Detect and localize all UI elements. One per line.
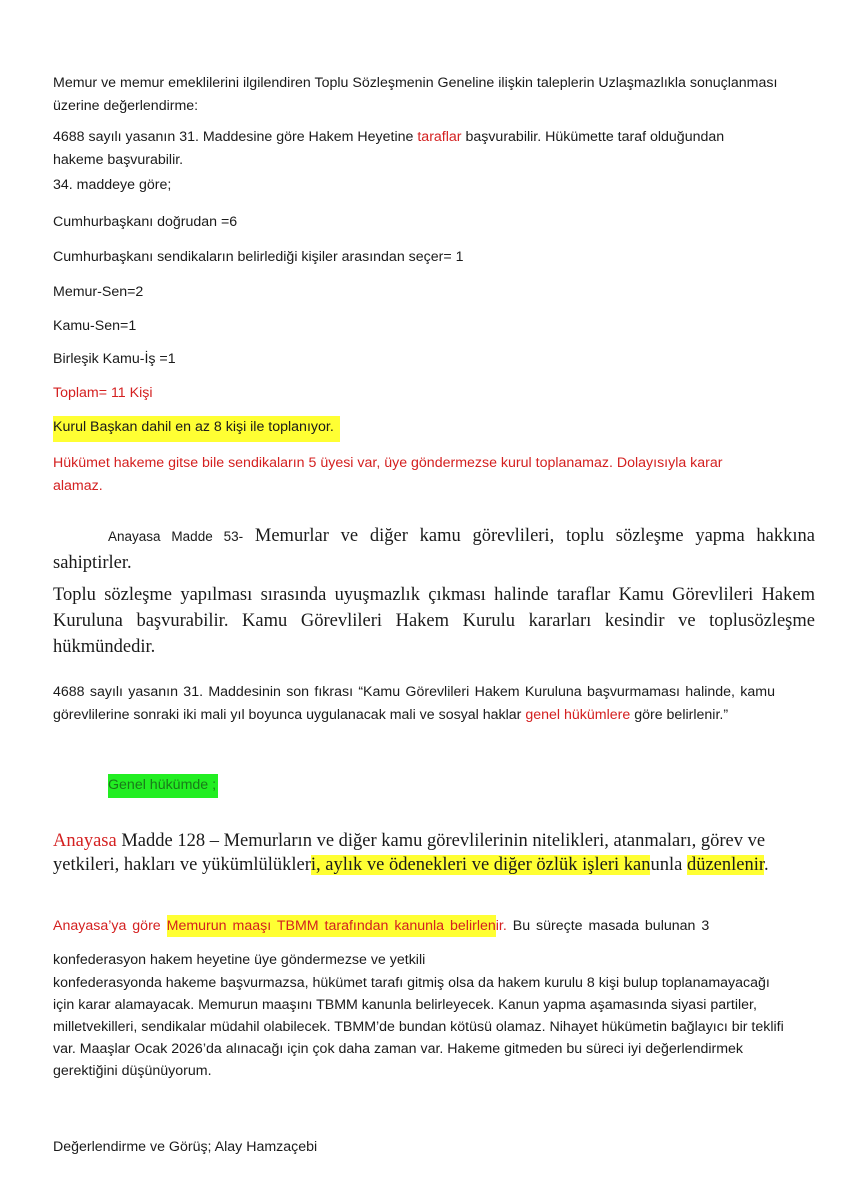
article-53-second-paragraph: Toplu sözleşme yapılması sırasında uyuşmazlık çıkması halinde taraflar Kamu Görevlileri Hakem Kuruluna başvurabilir. Kamu Görevlileri Hakem Kurulu kararları kesindir ve toplusözleşme hükmündedir. bbox=[53, 585, 815, 657]
salary-text-c: Bu süreçte masada bulunan 3 bbox=[506, 918, 710, 934]
article-53-text: Memurlar ve diğer kamu görevlileri, toplu sözleşme yapma hakkına sahiptirler. bbox=[53, 526, 815, 573]
article-128-paragraph bbox=[53, 829, 823, 877]
article-128-text-a: Madde 128 – Memurların ve diğer kamu görevlilerinin nitelikleri, atanmaları, görev ve yetkileri, hakları ve yükümlülükler bbox=[53, 831, 766, 875]
member-line: Cumhurbaşkanı doğrudan =6 bbox=[53, 214, 238, 230]
general-provision-line bbox=[108, 774, 218, 797]
article-128-text-c: . bbox=[764, 855, 769, 875]
warning-paragraph: Hükümet hakeme gitse bile sendikaların 5 üyesi var, üye göndermezse kurul toplanamaz. Dolayısıyla karar alamaz. bbox=[53, 455, 723, 494]
intro-paragraph: Memur ve memur emeklilerini ilgilendiren Toplu Sözleşmenin Geneline ilişkin taleplerin Uzlaşmazlıkla sonuçlanması üzerine değerlendirme: bbox=[53, 75, 778, 114]
article-128-text-b: unla bbox=[650, 855, 687, 875]
signature-line: Değerlendirme ve Görüş; Alay Hamzaçebi bbox=[53, 1139, 318, 1155]
salary-highlight: Memurun maaşı TBMM tarafından kanunla belirlen bbox=[167, 915, 496, 937]
article-128-highlight-2: düzenlenir bbox=[686, 855, 765, 875]
article-128-constitution: Anayasa bbox=[53, 831, 117, 851]
final-clause-text-b: göre belirlenir.” bbox=[630, 707, 729, 723]
member-line: Cumhurbaşkanı sendikaların belirlediği kişiler arasından seçer= 1 bbox=[53, 249, 464, 265]
article-53-paragraph bbox=[53, 523, 815, 577]
conclusion-first-line: konfederasyon hakem heyetine üye göndermezse ve yetkili bbox=[53, 952, 426, 968]
total-line: Toplam= 11 Kişi bbox=[53, 385, 153, 401]
law-31-text-a: 4688 sayılı yasanın 31. Maddesine göre Hakem Heyetine bbox=[53, 129, 418, 145]
law-31-paragraph bbox=[53, 126, 743, 172]
article-128-highlight-1: i, aylık ve ödenekleri ve diğer özlük işleri kan bbox=[310, 855, 651, 875]
general-provision-highlight: Genel hükümde ; bbox=[108, 774, 218, 798]
quorum-highlight: Kurul Başkan dahil en az 8 kişi ile toplanıyor. bbox=[53, 416, 340, 442]
law-31-parties: taraflar bbox=[417, 129, 462, 145]
member-line: Birleşik Kamu-İş =1 bbox=[53, 351, 176, 367]
law-31-final-clause-paragraph bbox=[53, 681, 775, 727]
final-clause-general-provisions: genel hükümlere bbox=[525, 707, 631, 723]
member-line: Memur-Sen=2 bbox=[53, 284, 144, 300]
conclusion-paragraph: konfederasyonda hakeme başvurmazsa, hükümet tarafı gitmiş olsa da hakem kurulu 8 kişi bulup toplanamayacağı için karar alamayacak. Memurun maaşını TBMM kanunla belirleyecek. Kanun yapma aşamasında siyasi partiler, milletvekilleri, sendikalar müdahil olabilecek. TBMM’de bundan kötüsü olamaz. Nihayet hükümetin bağlayıcı bir teklifi var. Maaşlar Ocak 2026’da alınacağı için çok daha zaman var. Hakeme gitmeden bu süreci iyi değerlendirmek gerektiğini düşünüyorum. bbox=[53, 975, 784, 1079]
member-line: Kamu-Sen=1 bbox=[53, 318, 137, 334]
salary-text-b: ir. bbox=[495, 918, 507, 934]
salary-text-a: Anayasa’ya göre bbox=[53, 918, 167, 934]
quorum-line bbox=[53, 416, 340, 439]
final-clause-text-a: 4688 sayılı yasanın 31. Maddesinin son fıkrası “Kamu Görevlileri Hakem Kuruluna başvurmaması halinde, kamu görevlilerine sonraki iki mali yıl boyunca uygulanacak mali ve sosyal haklar bbox=[53, 684, 775, 723]
salary-paragraph bbox=[53, 915, 793, 938]
article-34-heading: 34. maddeye göre; bbox=[53, 177, 172, 193]
article-53-label: Anayasa Madde 53- bbox=[108, 529, 244, 544]
law-31-text-b: başvurabilir. Hükümette taraf olduğundan hakeme başvurabilir. bbox=[53, 129, 725, 168]
